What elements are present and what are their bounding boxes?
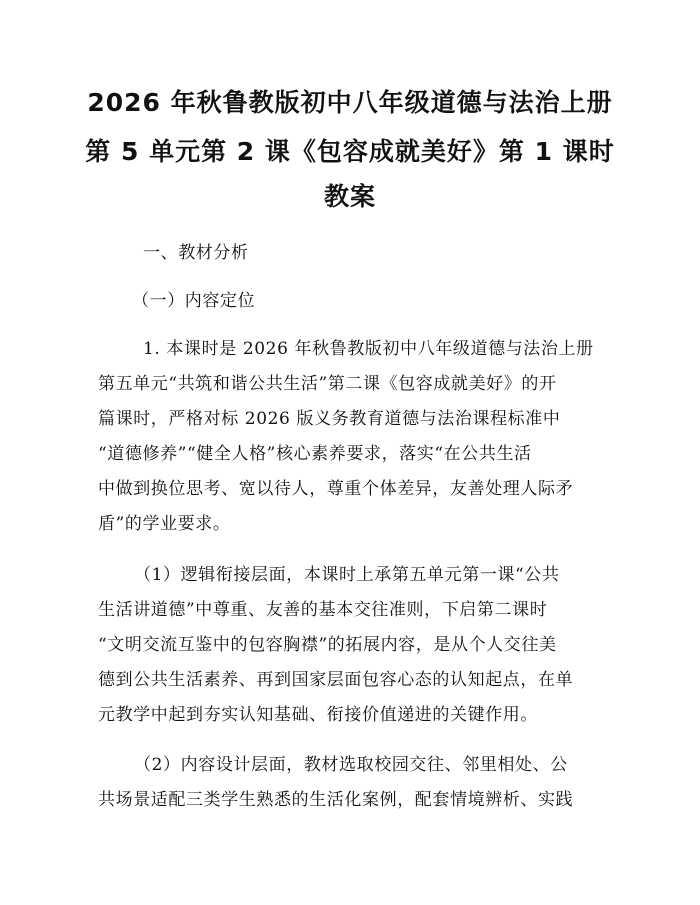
document-title-line-2: 第 5 单元第 2 课《包容成就美好》第 1 课时 [85, 137, 615, 166]
paragraph-1-line-1: 1. 本课时是 2026 年秋鲁教版初中八年级道德与法治上册 [143, 339, 594, 359]
section-heading: 一、教材分析 [143, 243, 249, 263]
paragraph-2-line-4: 德到公共生活素养、再到国家层面包容心态的认知起点，在单 [98, 670, 574, 690]
paragraph-1-line-3: 篇课时，严格对标 2026 版义务教育道德与法治课程标准中 [98, 409, 561, 429]
paragraph-2-line-1: （1）逻辑衔接层面，本课时上承第五单元第一课“公共 [134, 565, 560, 585]
paragraph-1-line-5: 中做到换位思考、宽以待人，尊重个体差异，友善处理人际矛 [98, 479, 574, 499]
paragraph-1-line-2: 第五单元“共筑和谐公共生活”第二课《包容成就美好》的开 [98, 374, 557, 394]
document-title-line-3: 教案 [323, 182, 376, 211]
paragraph-1-line-4: “道德修养”“健全人格”核心素养要求，落实“在公共生活 [98, 444, 532, 464]
paragraph-2-line-3: “文明交流互鉴中的包容胸襟”的拓展内容，是从个人交往美 [98, 635, 557, 655]
paragraph-3-line-1: （2）内容设计层面，教材选取校园交往、邻里相处、公 [134, 755, 568, 775]
subsection-heading: （一）内容定位 [132, 291, 256, 311]
paragraph-2-line-5: 元教学中起到夯实认知基础、衔接价值递进的关键作用。 [98, 705, 538, 725]
paragraph-3-line-2: 共场景适配三类学生熟悉的生活化案例，配套情境辨析、实践 [98, 790, 574, 810]
paragraph-1-line-6: 盾”的学业要求。 [98, 514, 231, 534]
paragraph-2-line-2: 生活讲道德”中尊重、友善的基本交往准则，下启第二课时 [98, 600, 548, 620]
document-title-line-1: 2026 年秋鲁教版初中八年级道德与法治上册 [87, 88, 613, 117]
